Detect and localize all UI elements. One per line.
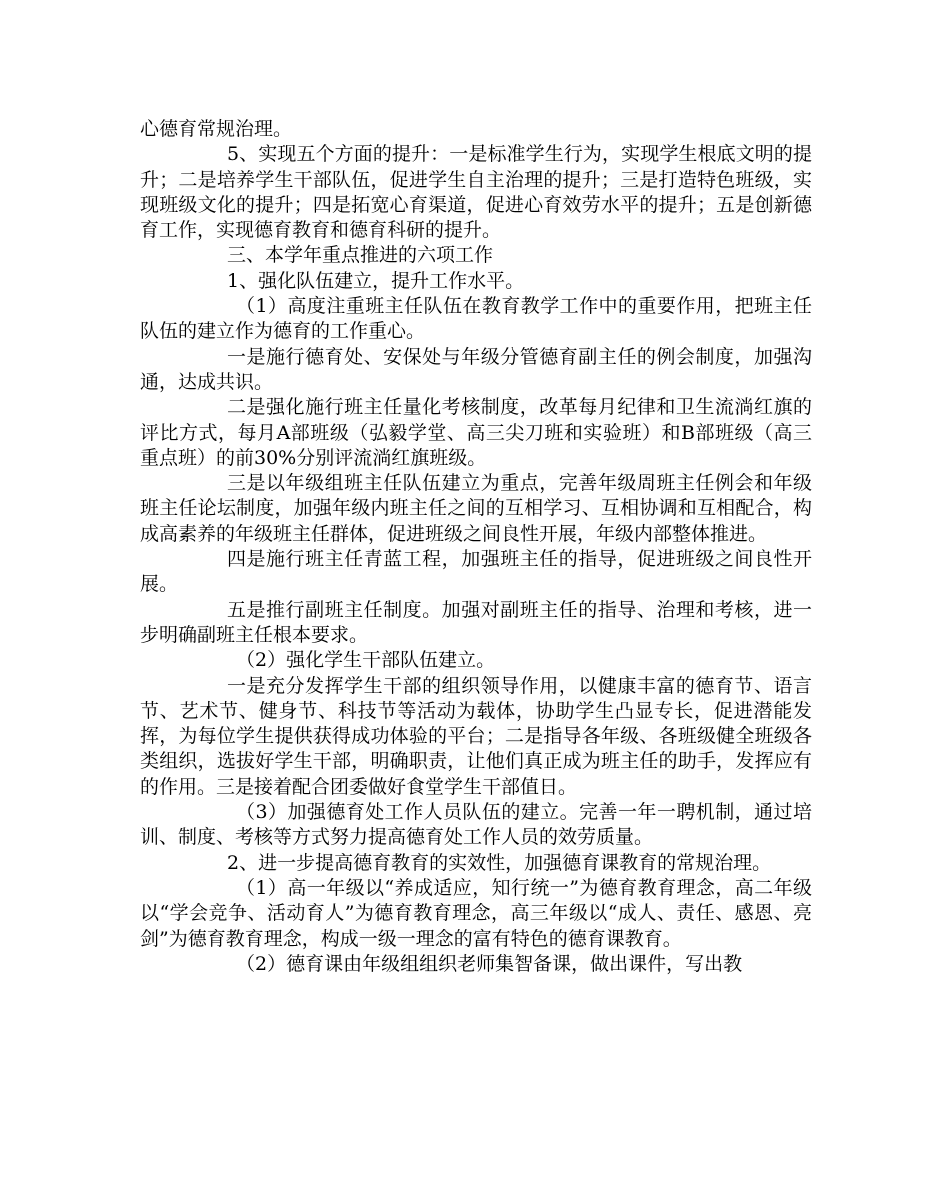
section-heading-three: 三、本学年重点推进的六项工作 xyxy=(227,244,494,267)
sub-item-1-2: （2）强化学生干部队伍建立。 xyxy=(236,649,496,672)
paragraph-continuation: 心德育常规治理。 xyxy=(140,118,293,140)
paragraph-point-three: 三是以年级组班主任队伍建立为重点，完善年级周班主任例会和年级班主任论坛制度，加强年级内班主任之间的互相学习、互相协调和互相配合，构成高素养的年级班主任群体，促进班级之间良性开展，年级内部整体推进。 xyxy=(140,472,812,545)
item-heading-1: 1、强化队伍建立，提升工作水平。 xyxy=(227,269,525,292)
item-heading-2: 2、进一步提高德育教育的实效性，加强德育课教育的常规治理。 xyxy=(227,851,772,874)
sub-item-1-1: （1）高度注重班主任队伍在教育教学工作中的重要作用，把班主任队伍的建立作为德育的工作重心。 xyxy=(140,295,812,343)
paragraph-point-four: 四是施行班主任青蓝工程，加强班主任的指导，促进班级之间良性开展。 xyxy=(140,548,812,596)
paragraph-five-improvements: 5、实现五个方面的提升：一是标准学生行为，实现学生根底文明的提升；二是培养学生干部队伍，促进学生自主治理的提升；三是打造特色班级，实现班级文化的提升；四是拓宽心育渠道，促进心育效劳水平的提升；五是创新德育工作，实现德育教育和德育科研的提升。 xyxy=(140,143,812,242)
sub-item-1-3: （3）加强德育处工作人员队伍的建立。完善一年一聘机制，通过培训、制度、考核等方式努力提高德育处工作人员的效劳质量。 xyxy=(140,801,812,849)
document-page xyxy=(140,117,812,977)
paragraph-point-five: 五是推行副班主任制度。加强对副班主任的指导、治理和考核，进一步明确副班主任根本要求。 xyxy=(140,598,812,646)
sub-item-2-1: （1）高一年级以“养成适应，知行统一”为德育教育理念，高二年级以“学会竞争、活动育人”为德育教育理念，高三年级以“成人、责任、感恩、亮剑”为德育教育理念，构成一级一理念的富有特色的德育课教育。 xyxy=(140,876,812,950)
sub-item-2-2: （2）德育课由年级组组织老师集智备课，做出课件，写出教 xyxy=(236,952,743,975)
paragraph-point-two: 二是强化施行班主任量化考核制度，改革每月纪律和卫生流淌红旗的评比方式，每月A部班级（弘毅学堂、高三尖刀班和实验班）和B部班级（高三重点班）的前30%分别评流淌红旗班级。 xyxy=(140,396,812,469)
paragraph-point-one: 一是施行德育处、安保处与年级分管德育副主任的例会制度，加强沟通，达成共识。 xyxy=(140,345,812,393)
paragraph-student-cadres: 一是充分发挥学生干部的组织领导作用，以健康丰富的德育节、语言节、艺术节、健身节、科技节等活动为载体，协助学生凸显专长，促进潜能发挥，为每位学生提供获得成功体验的平台；二是指导各年级、各班级健全班级各类组织，选拔好学生干部，明确职责，让他们真正成为班主任的助手，发挥应有的作用。三是接着配合团委做好食堂学生干部值日。 xyxy=(140,674,812,798)
